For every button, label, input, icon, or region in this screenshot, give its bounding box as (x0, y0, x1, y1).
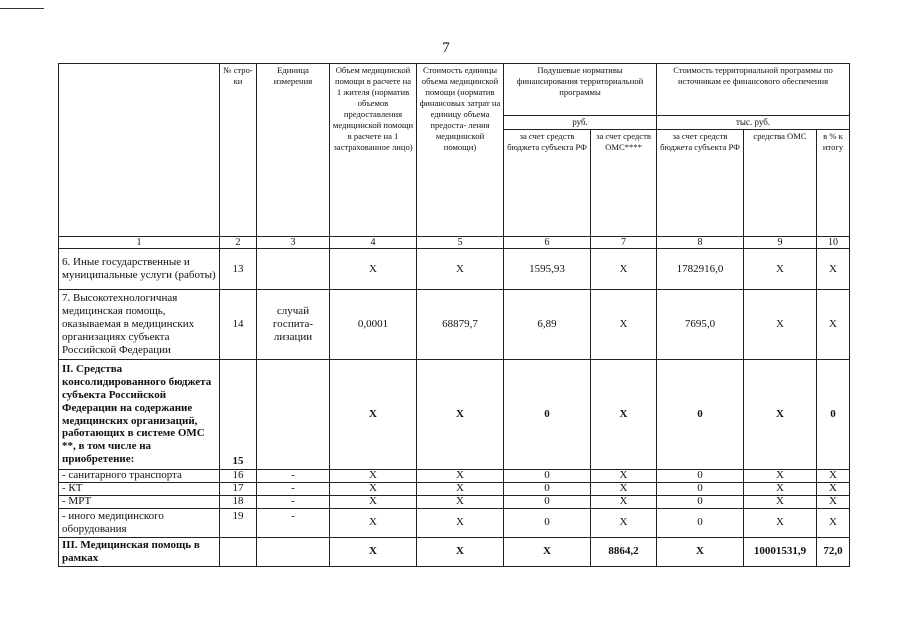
row-percent: 72,0 (817, 537, 850, 566)
row-program-budget: 0 (657, 360, 744, 470)
row-label: - иного медицинского оборудования (59, 509, 220, 538)
row-cost: X (417, 537, 504, 566)
top-rule (0, 8, 44, 9)
row-program-budget: X (657, 537, 744, 566)
row-number: 15 (220, 360, 257, 470)
header-percent-total: в % к итогу (817, 130, 850, 237)
header-budget-rf: за счет средств бюджета субъекта РФ (504, 130, 591, 237)
column-number: 3 (257, 237, 330, 249)
row-cost: X (417, 470, 504, 483)
row-cost: 68879,7 (417, 290, 504, 360)
financing-table (58, 63, 850, 567)
column-number: 5 (417, 237, 504, 249)
column-number: 9 (744, 237, 817, 249)
row-number: 14 (220, 290, 257, 360)
row-cost: X (417, 249, 504, 290)
row-per-capita-budget: 1595,93 (504, 249, 591, 290)
row-cost: X (417, 509, 504, 538)
header-cost: Стоимость единицы объема медицинской помощи (норматив финансовых затрат на единицу объема предоста- ления медицинской помощи) (417, 64, 504, 237)
row-unit: - (257, 509, 330, 538)
row-program-budget: 0 (657, 470, 744, 483)
row-label: 6. Иные государственные и муниципальные услуги (работы) (59, 249, 220, 290)
column-number: 8 (657, 237, 744, 249)
header-program-cost: Стоимость территориальной программы по источникам ее финансового обеспечения (657, 64, 850, 116)
row-program-oms: X (744, 483, 817, 496)
row-number: 17 (220, 483, 257, 496)
row-program-oms: X (744, 360, 817, 470)
page-number: 7 (442, 40, 450, 56)
row-program-budget: 1782916,0 (657, 249, 744, 290)
row-volume: 0,0001 (330, 290, 417, 360)
row-unit (257, 537, 330, 566)
row-label: - МРТ (59, 496, 220, 509)
row-program-budget: 0 (657, 509, 744, 538)
header-volume: Объем медицинской помощи в расчете на 1 жителя (норматив объемов предоставления медицинской помощи в расчете на 1 застрахованное лицо) (330, 64, 417, 237)
row-per-capita-oms: 8864,2 (591, 537, 657, 566)
row-percent: X (817, 483, 850, 496)
column-number: 7 (591, 237, 657, 249)
row-cost: X (417, 483, 504, 496)
row-per-capita-budget: 6,89 (504, 290, 591, 360)
table-row (59, 537, 850, 566)
row-per-capita-budget: 0 (504, 470, 591, 483)
header-per-capita: Подушевые нормативы финансирования территориальной программы (504, 64, 657, 116)
row-percent: X (817, 470, 850, 483)
column-number: 10 (817, 237, 850, 249)
table-row (59, 360, 850, 470)
row-unit: - (257, 483, 330, 496)
table-row (59, 290, 850, 360)
row-program-oms: X (744, 470, 817, 483)
row-program-oms: X (744, 249, 817, 290)
row-volume: X (330, 249, 417, 290)
row-per-capita-budget: X (504, 537, 591, 566)
row-volume: X (330, 537, 417, 566)
row-number: 13 (220, 249, 257, 290)
row-number: 16 (220, 470, 257, 483)
table-row (59, 483, 850, 496)
row-per-capita-oms: X (591, 483, 657, 496)
row-program-budget: 7695,0 (657, 290, 744, 360)
header-oms-funds: средства ОМС (744, 130, 817, 237)
row-program-oms: X (744, 496, 817, 509)
row-per-capita-oms: X (591, 290, 657, 360)
row-program-budget: 0 (657, 496, 744, 509)
row-unit: - (257, 496, 330, 509)
row-volume: X (330, 470, 417, 483)
header-budget-rf-2: за счет средств бюджета субъекта РФ (657, 130, 744, 237)
column-number: 4 (330, 237, 417, 249)
row-label: 7. Высокотехнологичная медицинская помощь, оказываемая в медицинских организациях субъекта Российской Федерации (59, 290, 220, 360)
header-oms-fund: за счет средств ОМС**** (591, 130, 657, 237)
row-label: - санитарного транспорта (59, 470, 220, 483)
row-per-capita-oms: X (591, 509, 657, 538)
table-row (59, 470, 850, 483)
header-program-unit: тыс. руб. (657, 116, 850, 130)
row-percent: X (817, 496, 850, 509)
row-volume: X (330, 509, 417, 538)
row-per-capita-oms: X (591, 470, 657, 483)
row-per-capita-oms: X (591, 360, 657, 470)
row-cost: X (417, 496, 504, 509)
header-name-cell (59, 64, 220, 237)
row-unit (257, 249, 330, 290)
column-number: 2 (220, 237, 257, 249)
header-row-no: № стро- ки (220, 64, 257, 237)
row-per-capita-budget: 0 (504, 496, 591, 509)
row-label: III. Медицинская помощь в рамках (59, 537, 220, 566)
table-row (59, 496, 850, 509)
row-volume: X (330, 483, 417, 496)
row-volume: X (330, 496, 417, 509)
row-percent: X (817, 509, 850, 538)
row-volume: X (330, 360, 417, 470)
row-program-oms: X (744, 509, 817, 538)
row-number: 19 (220, 509, 257, 538)
row-unit: случай госпита- лизации (257, 290, 330, 360)
row-program-oms: 10001531,9 (744, 537, 817, 566)
row-unit: - (257, 470, 330, 483)
row-number (220, 537, 257, 566)
column-number: 6 (504, 237, 591, 249)
row-per-capita-oms: X (591, 496, 657, 509)
row-number: 18 (220, 496, 257, 509)
row-per-capita-budget: 0 (504, 509, 591, 538)
header-unit: Единица измерения (257, 64, 330, 237)
row-program-budget: 0 (657, 483, 744, 496)
row-per-capita-budget: 0 (504, 483, 591, 496)
header-per-capita-unit: руб. (504, 116, 657, 130)
row-label: - КТ (59, 483, 220, 496)
table-row (59, 249, 850, 290)
row-program-oms: X (744, 290, 817, 360)
row-per-capita-oms: X (591, 249, 657, 290)
row-unit (257, 360, 330, 470)
row-percent: X (817, 290, 850, 360)
row-per-capita-budget: 0 (504, 360, 591, 470)
row-percent: X (817, 249, 850, 290)
row-percent: 0 (817, 360, 850, 470)
row-label: II. Средства консолидированного бюджета субъекта Российской Федерации на содержание медицинских организаций, работающих в системе ОМС **, в том числе на приобретение: (59, 360, 220, 470)
table-row (59, 509, 850, 538)
row-cost: X (417, 360, 504, 470)
column-number: 1 (59, 237, 220, 249)
